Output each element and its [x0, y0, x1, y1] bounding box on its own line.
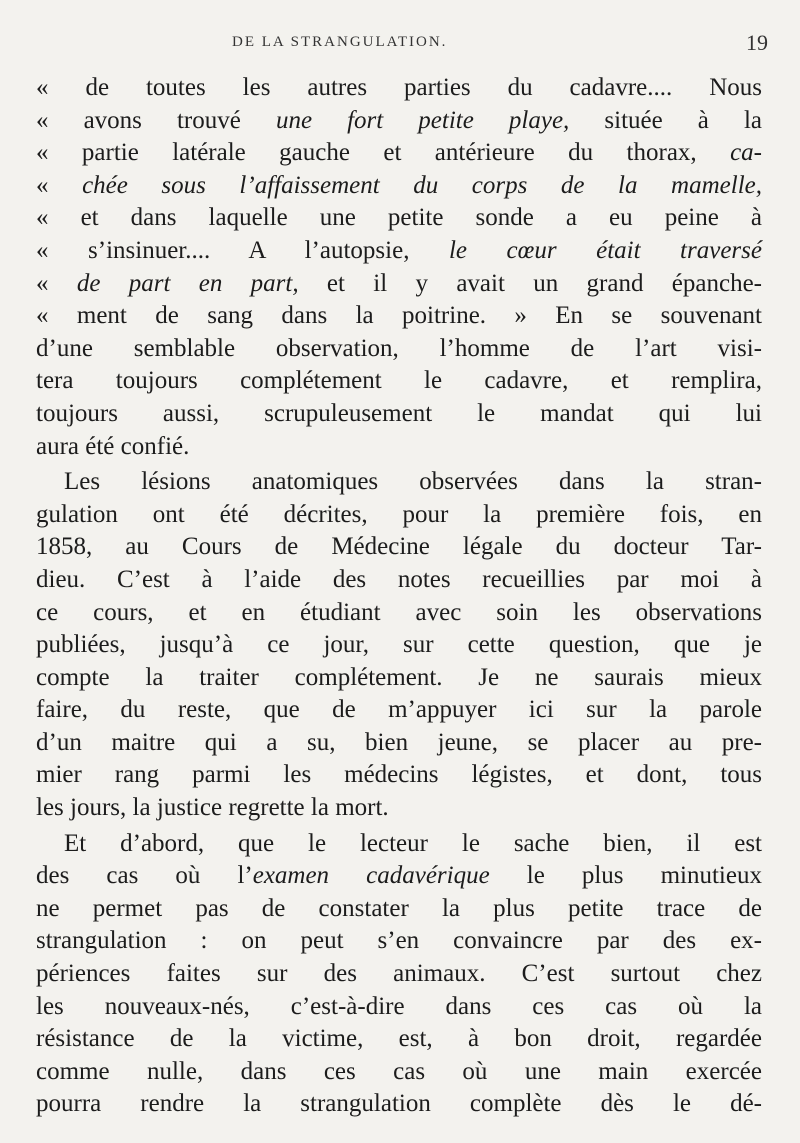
- text-segment: mier rang parmi les médecins légistes, et dont, tous: [36, 761, 762, 789]
- text-line: [36, 235, 762, 268]
- text-line: [36, 597, 762, 630]
- text-line: [36, 860, 762, 893]
- text-line: [36, 893, 762, 926]
- text-line: [36, 105, 762, 138]
- text-line: [36, 333, 762, 366]
- running-head: DE LA STRANGULATION.: [232, 34, 448, 50]
- italic-text: une fort petite playe,: [275, 106, 570, 134]
- text-segment: tera toujours complétement le cadavre, et remplira,: [36, 367, 762, 395]
- text-segment: d’une semblable observation, l’homme de l’art visi-: [36, 334, 762, 362]
- text-segment: « s’insinuer.... A l’autopsie,: [36, 236, 449, 264]
- text-segment: ne permet pas de constater la plus petite trace de: [36, 894, 762, 922]
- text-segment: aura été confié.: [36, 432, 190, 460]
- text-line: [36, 792, 762, 825]
- text-line: [36, 759, 762, 792]
- italic-text: le cœur était traversé: [448, 236, 762, 264]
- text-segment: Les lésions anatomiques observées dans la stran-: [64, 468, 762, 496]
- text-segment: toujours aussi, scrupuleusement le mandat qui lui: [36, 399, 762, 427]
- text-segment: « de toutes les autres parties du cadavre.... Nous: [36, 74, 762, 101]
- text-line: [36, 564, 762, 597]
- text-segment: d’un maitre qui a su, bien jeune, se placer au pre-: [36, 728, 762, 756]
- text-line: [36, 991, 762, 1024]
- text-segment: gulation ont été décrites, pour la première fois, en: [36, 500, 762, 528]
- text-line: [36, 202, 762, 235]
- text-line: [36, 431, 762, 464]
- text-segment: dieu. C’est à l’aide des notes recueillies par moi à: [36, 565, 762, 593]
- text-line: [36, 727, 762, 760]
- text-segment: le plus minutieux: [489, 862, 762, 890]
- text-segment: « et dans laquelle une petite sonde a eu peine à: [36, 204, 762, 232]
- text-line: [36, 466, 762, 499]
- text-line: [36, 828, 762, 861]
- text-line: [36, 1088, 762, 1121]
- text-line: [36, 958, 762, 991]
- text-line: [36, 1056, 762, 1089]
- text-segment: Et d’abord, que le lecteur le sache bien, il est: [64, 829, 762, 857]
- italic-text: de part en part,: [76, 269, 299, 297]
- text-line: [36, 72, 762, 105]
- text-line: [36, 300, 762, 333]
- text-segment: et il y avait un grand épanche-: [298, 269, 762, 297]
- body-text: [36, 72, 762, 1121]
- text-segment: strangulation : on peut s’en convaincre par des ex-: [36, 927, 762, 955]
- text-line: [36, 170, 762, 203]
- text-segment: publiées, jusqu’à ce jour, sur cette question, que je: [36, 631, 762, 659]
- text-segment: ce cours, et en étudiant avec soin les observations: [36, 598, 762, 626]
- text-segment: « partie latérale gauche et antérieure du thorax,: [36, 139, 731, 167]
- text-segment: faire, du reste, que de m’appuyer ici sur la parole: [36, 696, 762, 724]
- text-segment: compte la traiter complétement. Je ne saurais mieux: [36, 663, 762, 691]
- italic-text: examen cadavérique: [252, 862, 490, 890]
- page-header: [0, 30, 800, 60]
- text-segment: « ment de sang dans la poitrine. » En se souvenant: [36, 302, 762, 330]
- text-line: [36, 398, 762, 431]
- text-line: [36, 662, 762, 695]
- text-segment: les nouveaux-nés, c’est-à-dire dans ces cas où la: [36, 992, 762, 1020]
- italic-text: ca-: [730, 139, 762, 167]
- page-number: 19: [746, 30, 768, 55]
- text-line: [36, 694, 762, 727]
- text-segment: 1858, au Cours de Médecine légale du docteur Tar-: [36, 533, 762, 561]
- italic-text: chée sous l’affaissement du corps de la mamelle,: [82, 171, 763, 199]
- text-line: [36, 499, 762, 532]
- text-segment: «: [36, 171, 83, 199]
- text-line: [36, 268, 762, 301]
- text-line: [36, 137, 762, 170]
- text-line: [36, 365, 762, 398]
- text-segment: comme nulle, dans ces cas où une main exercée: [36, 1057, 762, 1085]
- text-segment: « avons trouvé: [36, 106, 276, 134]
- text-segment: située à la: [569, 106, 762, 134]
- text-line: [36, 629, 762, 662]
- text-segment: pourra rendre la strangulation complète dès le dé-: [36, 1090, 762, 1118]
- text-segment: périences faites sur des animaux. C’est surtout chez: [36, 960, 762, 988]
- text-segment: des cas où l’: [36, 862, 253, 890]
- text-segment: résistance de la victime, est, à bon droit, regardée: [36, 1025, 762, 1053]
- text-segment: les jours, la justice regrette la mort.: [36, 794, 389, 822]
- text-line: [36, 925, 762, 958]
- text-segment: «: [36, 269, 77, 297]
- text-line: [36, 1023, 762, 1056]
- text-line: [36, 531, 762, 564]
